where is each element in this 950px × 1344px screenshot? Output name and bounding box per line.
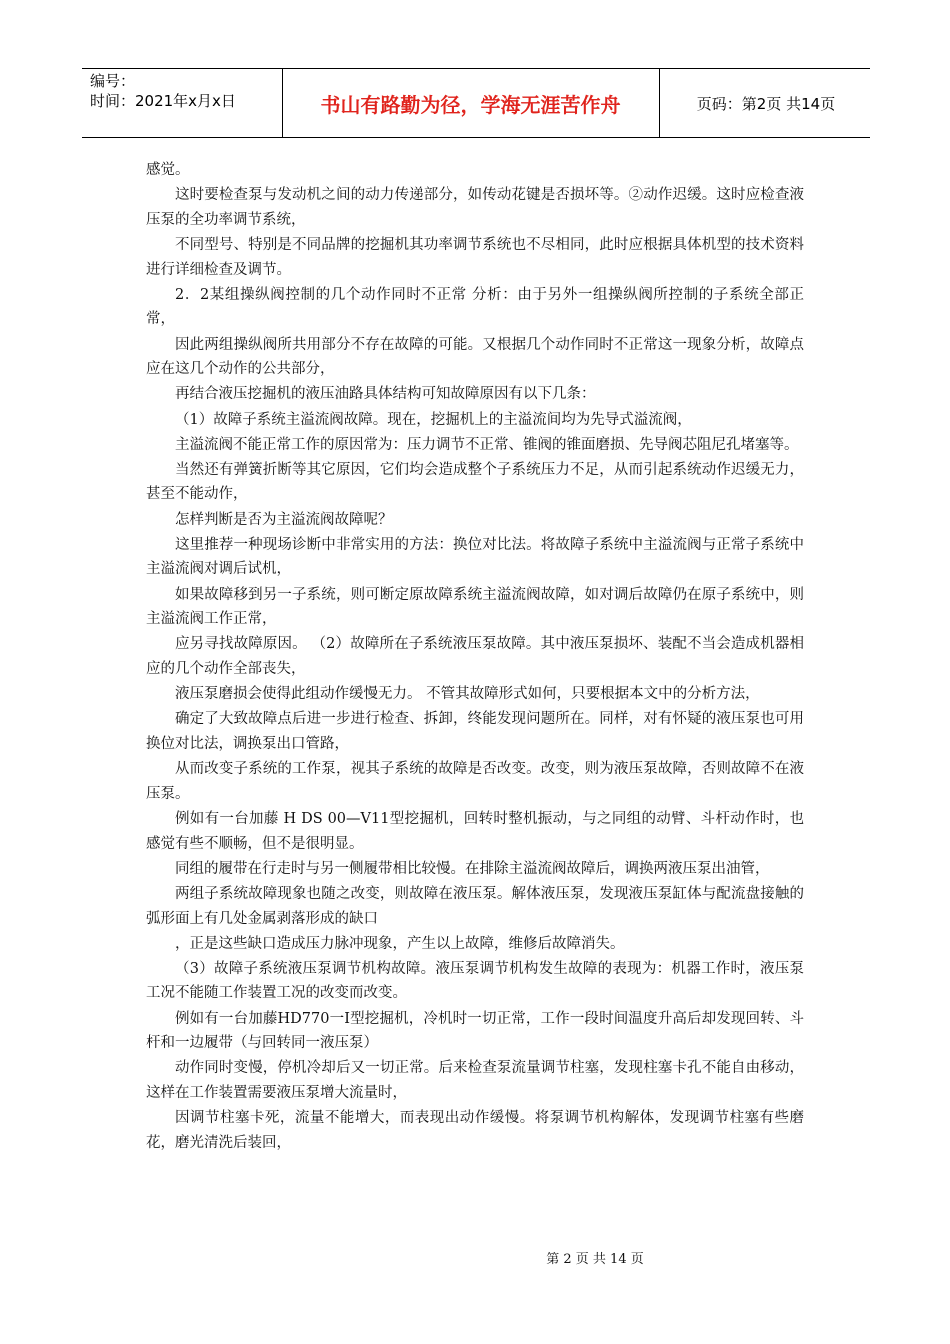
paragraph: （3）故障子系统液压泵调节机构故障。液压泵调节机构发生故障的表现为：机器工作时，液压泵工况不能随工作装置工况的改变而改变。 [146, 960, 804, 1002]
header-motto: 书山有路勤为径，学海无涯苦作舟 [320, 92, 621, 117]
footer-page-number: 第 2 页 共 14 页 [546, 1252, 644, 1267]
paragraph: 不同型号、特别是不同品牌的挖掘机其功率调节系统也不尽相同，此时应根据具体机型的技术资料进行详细检查及调节。 [146, 236, 804, 278]
paragraph: 动作同时变慢，停机冷却后又一切正常。后来检查泵流量调节柱塞，发现柱塞卡孔不能自由移动，这样在工作装置需要液压泵增大流量时， [146, 1060, 804, 1102]
paragraph: 2．2某组操纵阀控制的几个动作同时不正常 分析：由于另外一组操纵阀所控制的子系统全部正常， [146, 286, 804, 328]
paragraph: 这时要检查泵与发动机之间的动力传递部分，如传动花键是否损坏等。②动作迟缓。这时应检查液压泵的全功率调节系统， [146, 187, 804, 228]
paragraph: 例如有一台加藤 H DS 00—V11型挖掘机，回转时整机振动，与之同组的动臂、斗杆动作时，也感觉有些不顺畅，但不是很明显。 [146, 810, 804, 852]
document-body [146, 158, 804, 1156]
paragraph: 因调节柱塞卡死，流量不能增大，而表现出动作缓慢。将泵调节机构解体，发现调节柱塞有些磨花，磨光清洗后装回， [146, 1110, 804, 1151]
paragraph: 主溢流阀不能正常工作的原因常为：压力调节不正常、锥阀的锥面磨损、先导阀芯阻尼孔堵塞等。 [175, 436, 799, 453]
document-date: 时间：2021年x月x日 [90, 92, 236, 110]
paragraph: 怎样判断是否为主溢流阀故障呢？ [175, 511, 393, 528]
paragraph: 例如有一台加藤HD770一Ⅰ型挖掘机，冷机时一切正常，工作一段时间温度升高后却发现回转、斗杆和一边履带（与回转同一液压泵） [146, 1010, 804, 1052]
paragraph: 液压泵磨损会使得此组动作缓慢无力。 不管其故障形式如何，只要根据本文中的分析方法， [175, 686, 760, 703]
paragraph: ，正是这些缺口造成压力脉冲现象，产生以上故障，维修后故障消失。 [175, 935, 625, 952]
paragraph: 这里推荐一种现场诊断中非常实用的方法：换位对比法。将故障子系统中主溢流阀与正常子系统中主溢流阀对调后试机， [146, 536, 804, 578]
document-number-label: 编号： [90, 72, 136, 90]
paragraph: 当然还有弹簧折断等其它原因，它们均会造成整个子系统压力不足，从而引起系统动作迟缓无力，甚至不能动作， [146, 461, 804, 503]
header-meta [90, 71, 280, 111]
paragraph: 感觉。 [146, 162, 190, 178]
page-header [82, 68, 870, 138]
paragraph: （1）故障子系统主溢流阀故障。现在，挖掘机上的主溢流间均为先导式溢流阀， [175, 411, 692, 428]
paragraph: 从而改变子系统的工作泵，视其子系统的故障是否改变。改变，则为液压泵故障，否则故障不在液压泵。 [146, 761, 804, 802]
paragraph: 两组子系统故障现象也随之改变，则故障在液压泵。解体液压泵，发现液压泵缸体与配流盘接触的弧形面上有几处金属剥落形成的缺口 [146, 885, 804, 927]
header-divider [659, 69, 660, 137]
paragraph: 再结合液压挖掘机的液压油路具体结构可知故障原因有以下几条： [175, 386, 596, 403]
paragraph: 确定了大致故障点后进一步进行检查、拆卸，终能发现问题所在。同样，对有怀疑的液压泵也可用换位对比法，调换泵出口管路， [146, 711, 804, 752]
paragraph: 如果故障移到另一子系统，则可断定原故障系统主溢流阀故障，如对调后故障仍在原子系统中，则主溢流阀工作正常， [146, 586, 804, 628]
paragraph: 因此两组操纵阀所共用部分不存在故障的可能。又根据几个动作同时不正常这一现象分析，故障点应在这几个动作的公共部分， [146, 336, 804, 378]
page-footer [0, 1248, 950, 1267]
paragraph: 应另寻找故障原因。 （2）故障所在子系统液压泵故障。其中液压泵损坏、装配不当会造成机器相应的几个动作全部丧失， [146, 636, 804, 677]
paragraph: 同组的履带在行走时与另一侧履带相比较慢。在排除主溢流阀故障后，调换两液压泵出油管， [175, 860, 770, 877]
header-page-info: 页码：第2页 共14页 [696, 94, 836, 113]
